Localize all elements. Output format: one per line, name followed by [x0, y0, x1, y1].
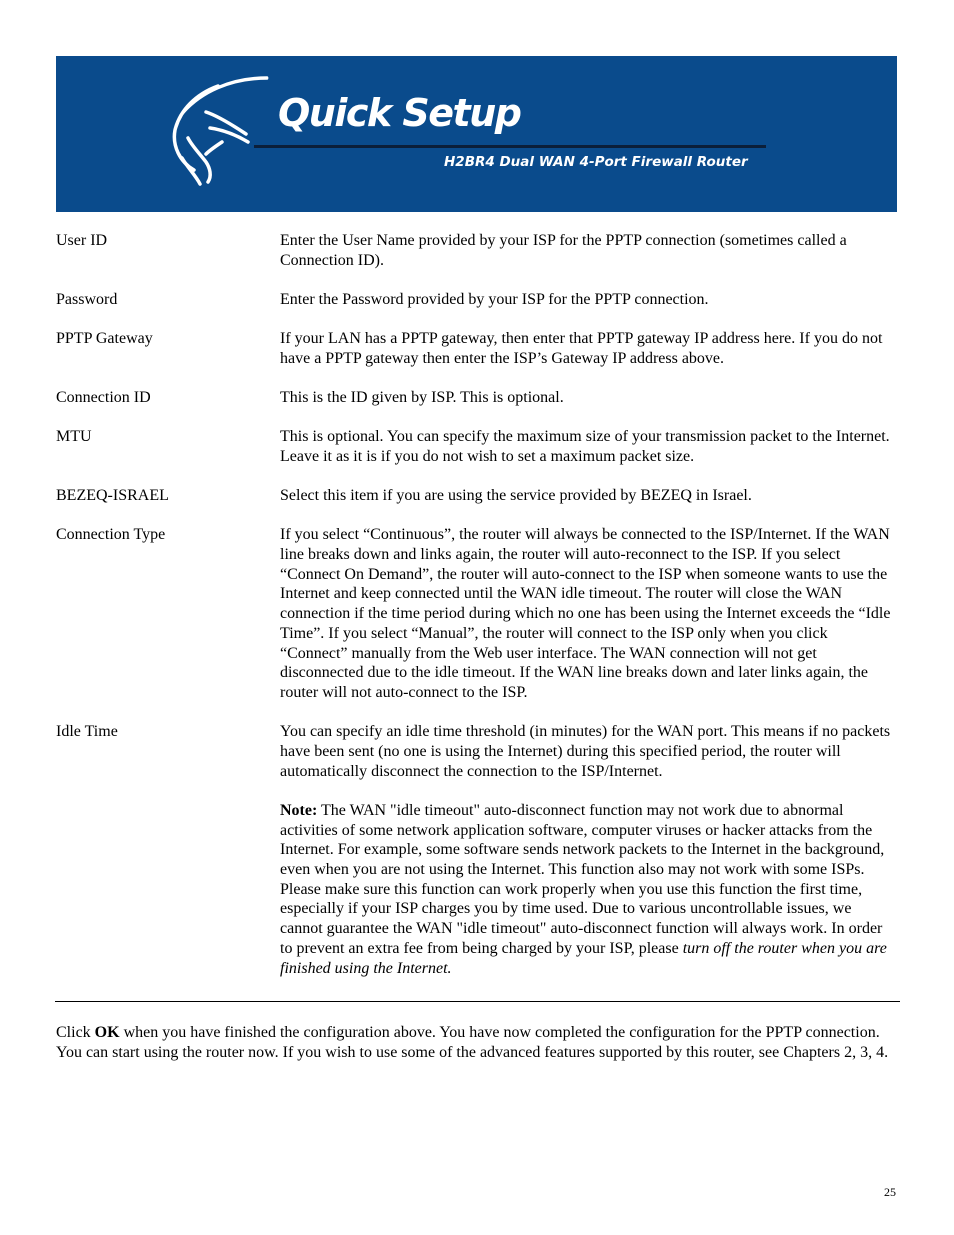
definition-row-user-id — [56, 231, 898, 270]
definition-row-connection-type — [56, 525, 898, 702]
definition-description: Select this item if you are using the service provided by BEZEQ in Israel. — [280, 487, 752, 505]
definition-term: PPTP Gateway — [56, 330, 153, 348]
definition-description: Enter the Password provided by your ISP for the PPTP connection. — [280, 290, 709, 308]
closing-suffix: when you have finished the configuration above. You have now completed the configuration for the PPTP connection. You can start using the router now. If you wish to use some of the advanced features supported by this router, see Chapters 2, 3, 4. — [56, 1024, 889, 1061]
definition-term: User ID — [56, 232, 108, 249]
definition-row-bezeq-israel — [56, 486, 898, 506]
idle-time-note — [280, 801, 898, 978]
closing-paragraph — [56, 1023, 900, 1062]
definition-term: BEZEQ-ISRAEL — [56, 487, 169, 505]
definition-term: Connection Type — [56, 526, 166, 544]
definition-row-connection-id — [56, 388, 898, 408]
eagle-head-logo-icon — [166, 72, 276, 190]
definition-description: This is optional. You can specify the maximum size of your transmission packet to the Internet. Leave it as it is if you do not wish to set a maximum packet size. — [280, 428, 890, 465]
definition-description — [280, 722, 898, 978]
closing-ok-emphasis: OK — [94, 1024, 120, 1041]
banner-divider — [254, 145, 766, 148]
definition-description: Enter the User Name provided by your ISP for the PPTP connection (sometimes called a Connection ID). — [280, 232, 847, 269]
definition-row-password — [56, 290, 898, 310]
banner-title: Quick Setup — [278, 91, 521, 135]
banner-subtitle: H2BR4 Dual WAN 4-Port Firewall Router — [444, 154, 748, 170]
definition-description: If you select “Continuous”, the router will always be connected to the ISP/Internet. If the WAN line breaks down and links again, the router will auto-reconnect to the ISP. If you select “Connect On Demand”, the router will auto-connect to the ISP when someone wants to use the Internet and keep connected until the WAN idle timeout. The router will close the WAN connection if the time period during which no one has been using the Internet exceeds the “Idle Time”. If you select “Manual”, the router will connect to the ISP only when you click “Connect” manually from the Web user interface. The WAN connection will not get disconnected due to the idle timeout. If the WAN line breaks down and later links again, the router will not auto-connect to the ISP. — [280, 526, 891, 701]
definition-description: If your LAN has a PPTP gateway, then enter that PPTP gateway IP address here. If you do not have a PPTP gateway then enter the ISP’s Gateway IP address above. — [280, 330, 883, 367]
note-label: Note: — [280, 801, 318, 819]
definition-row-idle-time — [56, 722, 898, 978]
definition-description: This is the ID given by ISP. This is optional. — [280, 389, 564, 407]
page-number: 25 — [884, 1185, 896, 1199]
definition-row-mtu — [56, 427, 898, 466]
idle-time-description: You can specify an idle time threshold (in minutes) for the WAN port. This means if no packets have been sent (no one is using the Internet) during this specified period, the router will automatically disconnect the connection to the ISP/Internet. — [280, 723, 891, 780]
definition-term: Connection ID — [56, 389, 151, 407]
section-divider — [55, 1001, 900, 1002]
definition-row-pptp-gateway — [56, 329, 898, 368]
definition-term: Idle Time — [56, 723, 118, 741]
definition-term: Password — [56, 290, 118, 308]
note-italic-text: turn off the router when you are finished using the Internet. — [280, 939, 887, 977]
definition-list — [56, 231, 898, 998]
definition-term: MTU — [56, 428, 92, 446]
header-banner — [56, 56, 897, 212]
note-text: The WAN "idle timeout" auto-disconnect function may not work due to abnormal activities of some network application software, computer viruses or hacker attacks from the Internet. For example, some software sends network packets to the Internet in the background, even when you are not using the Internet. This function also may not work with some ISPs. Please make sure this function can work properly when you use this function the first time, especially if your ISP charges you by time used. Due to various uncontrollable issues, we cannot guarantee the WAN "idle timeout" auto-disconnect function will always work. In order to prevent an extra fee from being charged by your ISP, please — [280, 801, 885, 957]
closing-prefix: Click — [56, 1024, 95, 1041]
